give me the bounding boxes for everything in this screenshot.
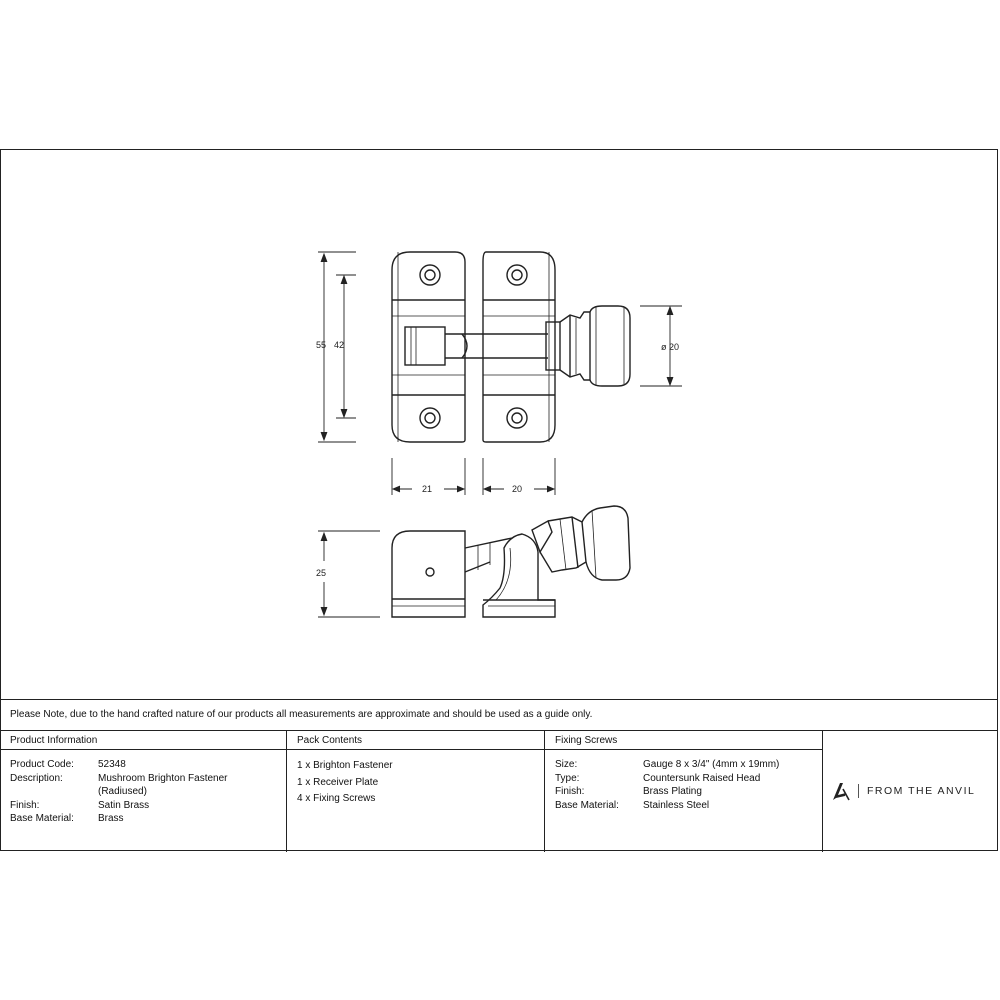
list-item: 1 x Brighton Fastener [297,760,393,771]
row-key: Product Code: [10,759,74,770]
row-key: Base Material: [10,813,74,824]
receiver-plate-front [483,252,555,442]
row-value: Satin Brass [98,799,150,811]
fixing-screws-heading: Fixing Screws [545,731,822,750]
dim-hole-spacing: 42 [334,340,345,350]
table-row [10,758,286,772]
table-row [10,785,286,799]
row-key: Description: [10,772,63,784]
table-row [10,812,286,826]
row-value: Gauge 8 x 3/4" (4mm x 19mm) [643,759,780,770]
table-row [555,758,822,772]
table-row [555,772,822,786]
logo-divider [858,784,859,798]
dimension-lines [318,252,682,617]
mushroom-knob-front [546,306,630,386]
row-value: (Radiused) [98,786,147,797]
row-key: Finish: [10,799,40,811]
table-row [10,772,286,786]
row-value: Brass Plating [643,786,702,797]
row-value: Mushroom Brighton Fastener [98,772,228,784]
row-key: Finish: [555,786,585,797]
pack-contents-column [287,731,545,852]
dim-receiver-width: 20 [512,484,523,494]
row-key [10,785,98,799]
row-value: Stainless Steel [643,799,710,811]
pack-contents-heading: Pack Contents [287,731,544,750]
table-row [10,799,286,813]
fastener-side-view [392,531,512,617]
row-key: Size: [555,759,578,770]
row-value: Brass [98,813,124,824]
mushroom-knob-side-view [532,506,630,580]
receiver-side-view [483,534,555,617]
row-key: Type: [555,772,580,784]
fixing-screws-column [545,731,823,852]
list-item: 4 x Fixing Screws [297,793,376,804]
measurement-note: Please Note, due to the hand crafted nature of our products all measurements are approximate and should be used as a guide only. [0,699,998,731]
bolt-rod [445,334,548,358]
list-item: 1 x Receiver Plate [297,776,379,788]
dim-overall-height: 55 [316,340,327,350]
row-value: 52348 [98,759,126,770]
product-info-column [0,731,287,852]
dim-fastener-width: 21 [422,484,433,494]
dim-knob-diameter: ø 20 [661,342,680,352]
row-key: Base Material: [555,799,619,811]
brand-name: FROM THE ANVIL [867,785,976,797]
table-row [555,785,822,799]
brand-logo [830,780,975,802]
row-value: Countersunk Raised Head [643,772,761,784]
dim-side-height: 25 [316,568,327,578]
product-info-heading: Product Information [0,731,286,750]
table-row [555,799,822,813]
anvil-a-logo-icon [830,780,852,802]
fastener-plate-front [392,252,465,442]
